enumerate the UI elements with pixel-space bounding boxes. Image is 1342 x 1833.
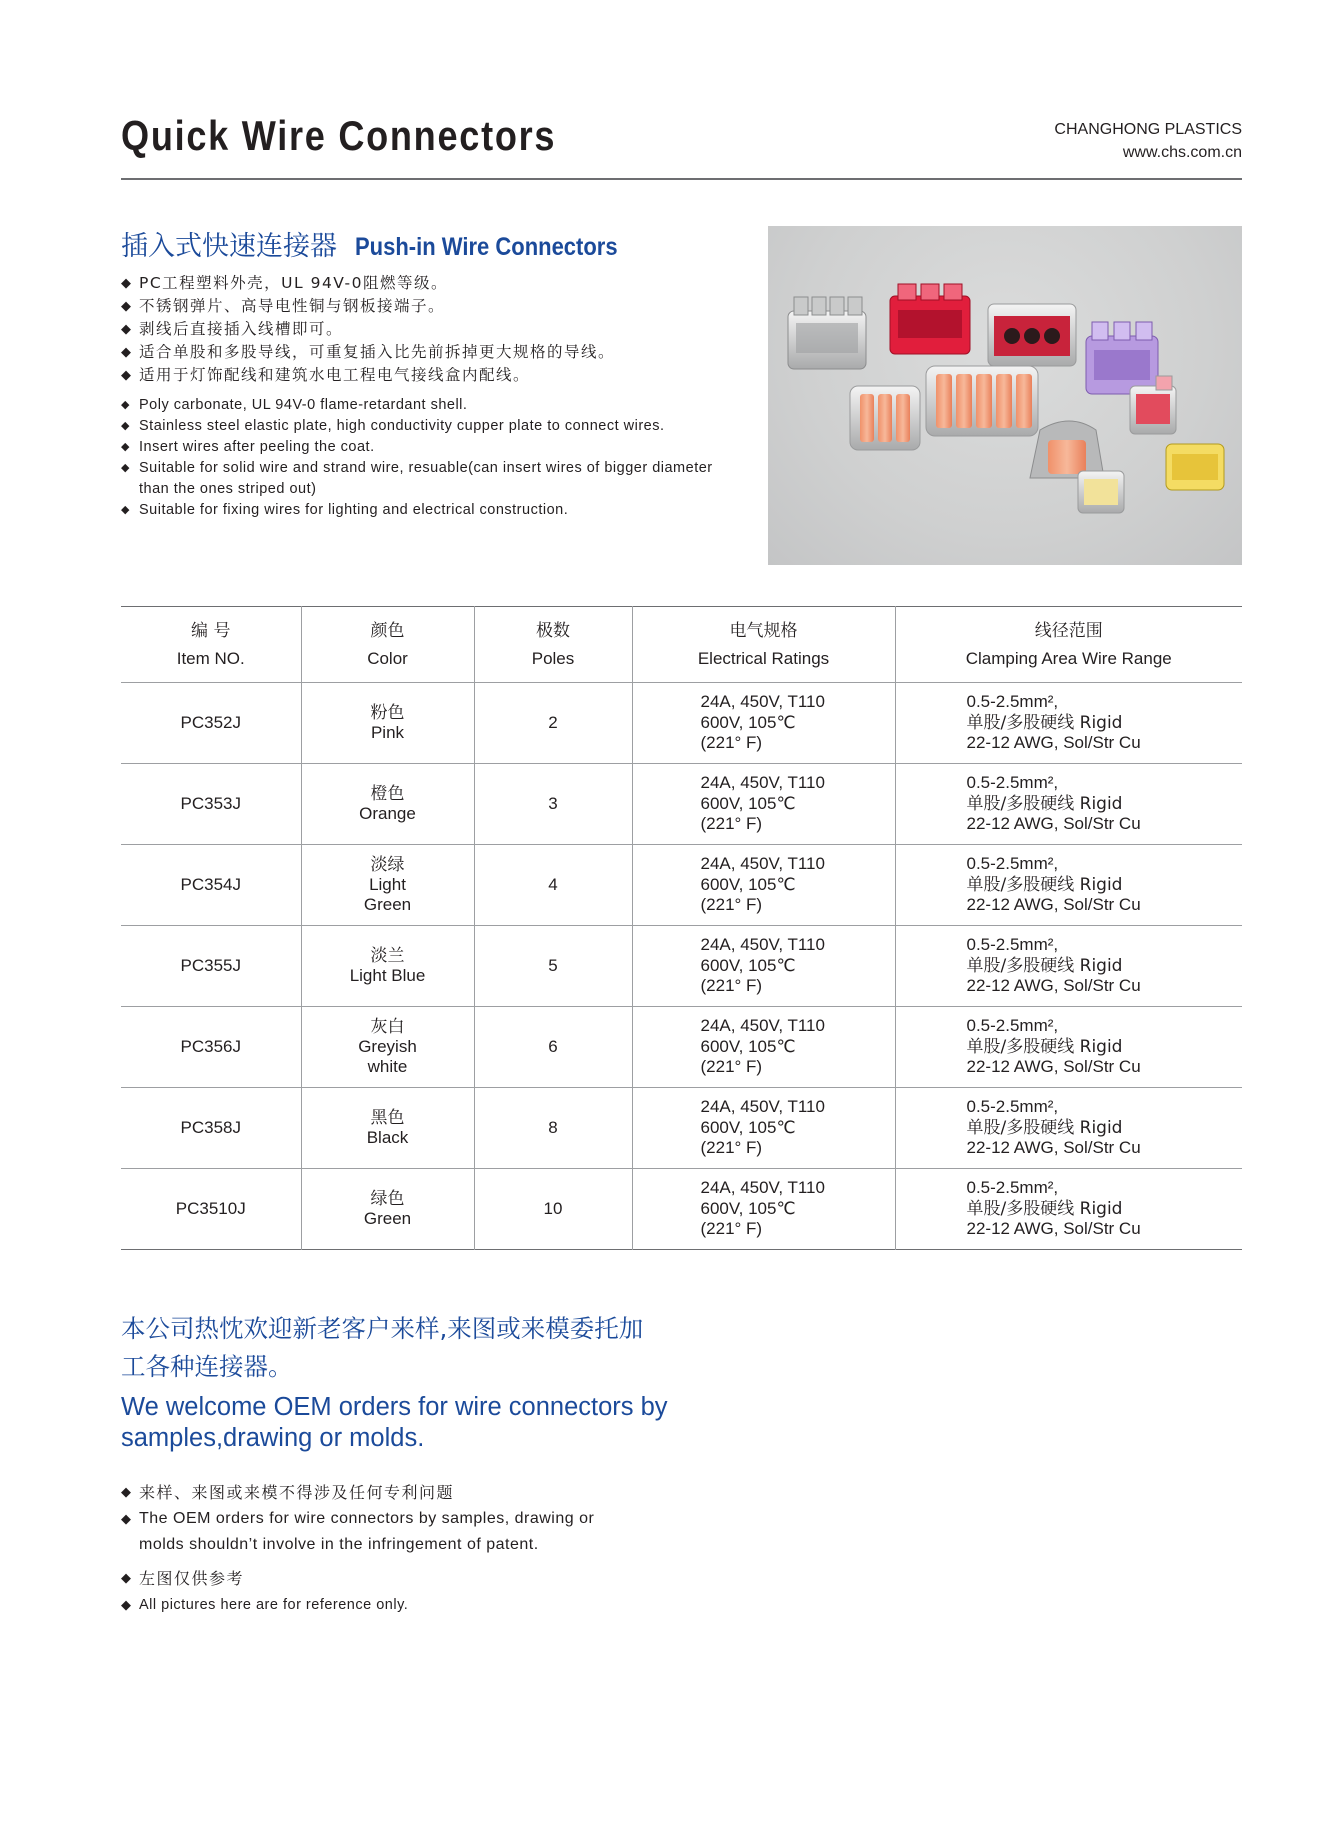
company-name: CHANGHONG PLASTICS <box>1054 121 1242 138</box>
range-cell: 0.5-2.5mm², 单股/多股硬线 Rigid 22-12 AWG, Sol/Str Cu <box>895 683 1242 764</box>
item-number: PC355J <box>121 926 301 1007</box>
color-cell: 粉色 Pink <box>301 683 474 764</box>
color-cell: 橙色 Orange <box>301 764 474 845</box>
connectors-illustration <box>768 226 1242 565</box>
range-cell: 0.5-2.5mm², 单股/多股硬线 Rigid 22-12 AWG, Sol/Str Cu <box>895 1088 1242 1169</box>
spec-table <box>121 606 1242 1250</box>
color-cell: 淡绿 Light Green <box>301 845 474 926</box>
feature-item: ◆ PC工程塑料外壳，UL 94V-0阻燃等级。 <box>121 272 741 295</box>
poles-cell: 6 <box>474 1007 632 1088</box>
col-header-range: 线径范围 Clamping Area Wire Range <box>895 607 1242 683</box>
connector-purple <box>1086 322 1158 394</box>
table-row <box>121 1169 1242 1250</box>
item-number: PC356J <box>121 1007 301 1088</box>
header-divider <box>121 178 1242 180</box>
connector-grey <box>788 297 866 369</box>
connector-clear-red <box>988 304 1076 366</box>
col-header-color: 颜色 Color <box>301 607 474 683</box>
company-website: www.chs.com.cn <box>1122 144 1242 161</box>
ratings-cell: 24A, 450V, T110 600V, 105℃ (221° F) <box>632 845 895 926</box>
ratings-cell: 24A, 450V, T110 600V, 105℃ (221° F) <box>632 926 895 1007</box>
poles-cell: 2 <box>474 683 632 764</box>
item-number: PC353J <box>121 764 301 845</box>
feature-item: ◆ Stainless steel elastic plate, high conductivity cupper plate to connect wires. <box>121 416 731 437</box>
feature-item: ◆ 不锈钢弹片、高导电性铜与钢板接端子。 <box>121 295 741 318</box>
table-row <box>121 1088 1242 1169</box>
range-cell: 0.5-2.5mm², 单股/多股硬线 Rigid 22-12 AWG, Sol/Str Cu <box>895 1007 1242 1088</box>
feature-item: ◆ 适合单股和多股导线，可重复插入比先前拆掉更大规格的导线。 <box>121 341 741 364</box>
oem-zh-line: 本公司热忱欢迎新老客户来样,来图或来模委托加 <box>121 1314 644 1343</box>
feature-list-zh <box>121 272 741 387</box>
range-cell: 0.5-2.5mm², 单股/多股硬线 Rigid 22-12 AWG, Sol/Str Cu <box>895 926 1242 1007</box>
oem-heading-zh <box>121 1310 741 1386</box>
connector-lever-5 <box>926 366 1038 436</box>
range-cell: 0.5-2.5mm², 单股/多股硬线 Rigid 22-12 AWG, Sol/Str Cu <box>895 845 1242 926</box>
poles-cell: 4 <box>474 845 632 926</box>
item-number: PC354J <box>121 845 301 926</box>
item-number: PC3510J <box>121 1169 301 1250</box>
note-patent-zh: ◆ 来样、来图或来模不得涉及任何专利问题 <box>121 1480 741 1506</box>
section-heading <box>121 224 653 263</box>
oem-zh-line: 工各种连接器。 <box>121 1352 293 1381</box>
table-row <box>121 683 1242 764</box>
ratings-cell: 24A, 450V, T110 600V, 105℃ (221° F) <box>632 764 895 845</box>
feature-item: ◆ Poly carbonate, UL 94V-0 flame-retardant shell. <box>121 395 731 416</box>
section-title-zh: 插入式快速连接器 <box>121 231 337 262</box>
poles-cell: 3 <box>474 764 632 845</box>
poles-cell: 10 <box>474 1169 632 1250</box>
poles-cell: 8 <box>474 1088 632 1169</box>
feature-item: ◆ Suitable for fixing wires for lighting and electrical construction. <box>121 500 731 521</box>
connector-lever-3 <box>850 386 920 450</box>
feature-item: ◆ Suitable for solid wire and strand wire, resuable(can insert wires of bigger diameter than the ones striped out) <box>121 458 731 500</box>
note-patent-en: ◆ The OEM orders for wire connectors by samples, drawing or molds shouldn’t involve in the infringement of patent. <box>121 1506 741 1558</box>
oem-en-line: samples,drawing or molds. <box>121 1424 425 1452</box>
feature-item: ◆ Insert wires after peeling the coat. <box>121 437 731 458</box>
table-row <box>121 1007 1242 1088</box>
note-reference-zh: ◆ 左图仅供参考 <box>121 1566 741 1592</box>
company-block <box>1054 118 1242 164</box>
col-header-ratings: 电气规格 Electrical Ratings <box>632 607 895 683</box>
feature-item: ◆ 适用于灯饰配线和建筑水电工程电气接线盒内配线。 <box>121 364 741 387</box>
table-row <box>121 926 1242 1007</box>
table-header-row <box>121 607 1242 683</box>
page-title: Quick Wire Connectors <box>121 112 557 159</box>
oem-heading-en <box>121 1392 741 1454</box>
range-cell: 0.5-2.5mm², 单股/多股硬线 Rigid 22-12 AWG, Sol/Str Cu <box>895 764 1242 845</box>
connector-lever-grey <box>1030 421 1104 478</box>
notes-list <box>121 1480 741 1618</box>
connector-red <box>890 284 970 354</box>
item-number: PC352J <box>180 713 241 732</box>
ratings-cell: 24A, 450V, T110 600V, 105℃ (221° F) <box>632 1007 895 1088</box>
color-cell: 灰白 Greyish white <box>301 1007 474 1088</box>
col-header-item: 编 号 Item NO. <box>121 607 301 683</box>
ratings-cell: 24A, 450V, T110 600V, 105℃ (221° F) <box>632 1088 895 1169</box>
oem-en-line: We welcome OEM orders for wire connectors by <box>121 1393 668 1421</box>
col-header-poles: 极数 Poles <box>474 607 632 683</box>
range-cell: 0.5-2.5mm², 单股/多股硬线 Rigid 22-12 AWG, Sol/Str Cu <box>895 1169 1242 1250</box>
connector-yellow <box>1166 444 1224 490</box>
section-title-en: Push-in Wire Connectors <box>355 233 618 261</box>
item-number: PC358J <box>121 1088 301 1169</box>
table-row <box>121 764 1242 845</box>
feature-item: ◆ 剥线后直接插入线槽即可。 <box>121 318 741 341</box>
table-row <box>121 845 1242 926</box>
connector-small-yellow <box>1078 471 1124 513</box>
color-cell: 绿色 Green <box>301 1169 474 1250</box>
color-cell: 黑色 Black <box>301 1088 474 1169</box>
note-reference-en: ◆ All pictures here are for reference only. <box>121 1592 741 1618</box>
feature-list-en <box>121 395 731 521</box>
poles-cell: 5 <box>474 926 632 1007</box>
ratings-cell: 24A, 450V, T110 600V, 105℃ (221° F) <box>632 683 895 764</box>
color-cell: 淡兰 Light Blue <box>301 926 474 1007</box>
product-photo <box>768 226 1242 565</box>
ratings-cell: 24A, 450V, T110 600V, 105℃ (221° F) <box>632 1169 895 1250</box>
